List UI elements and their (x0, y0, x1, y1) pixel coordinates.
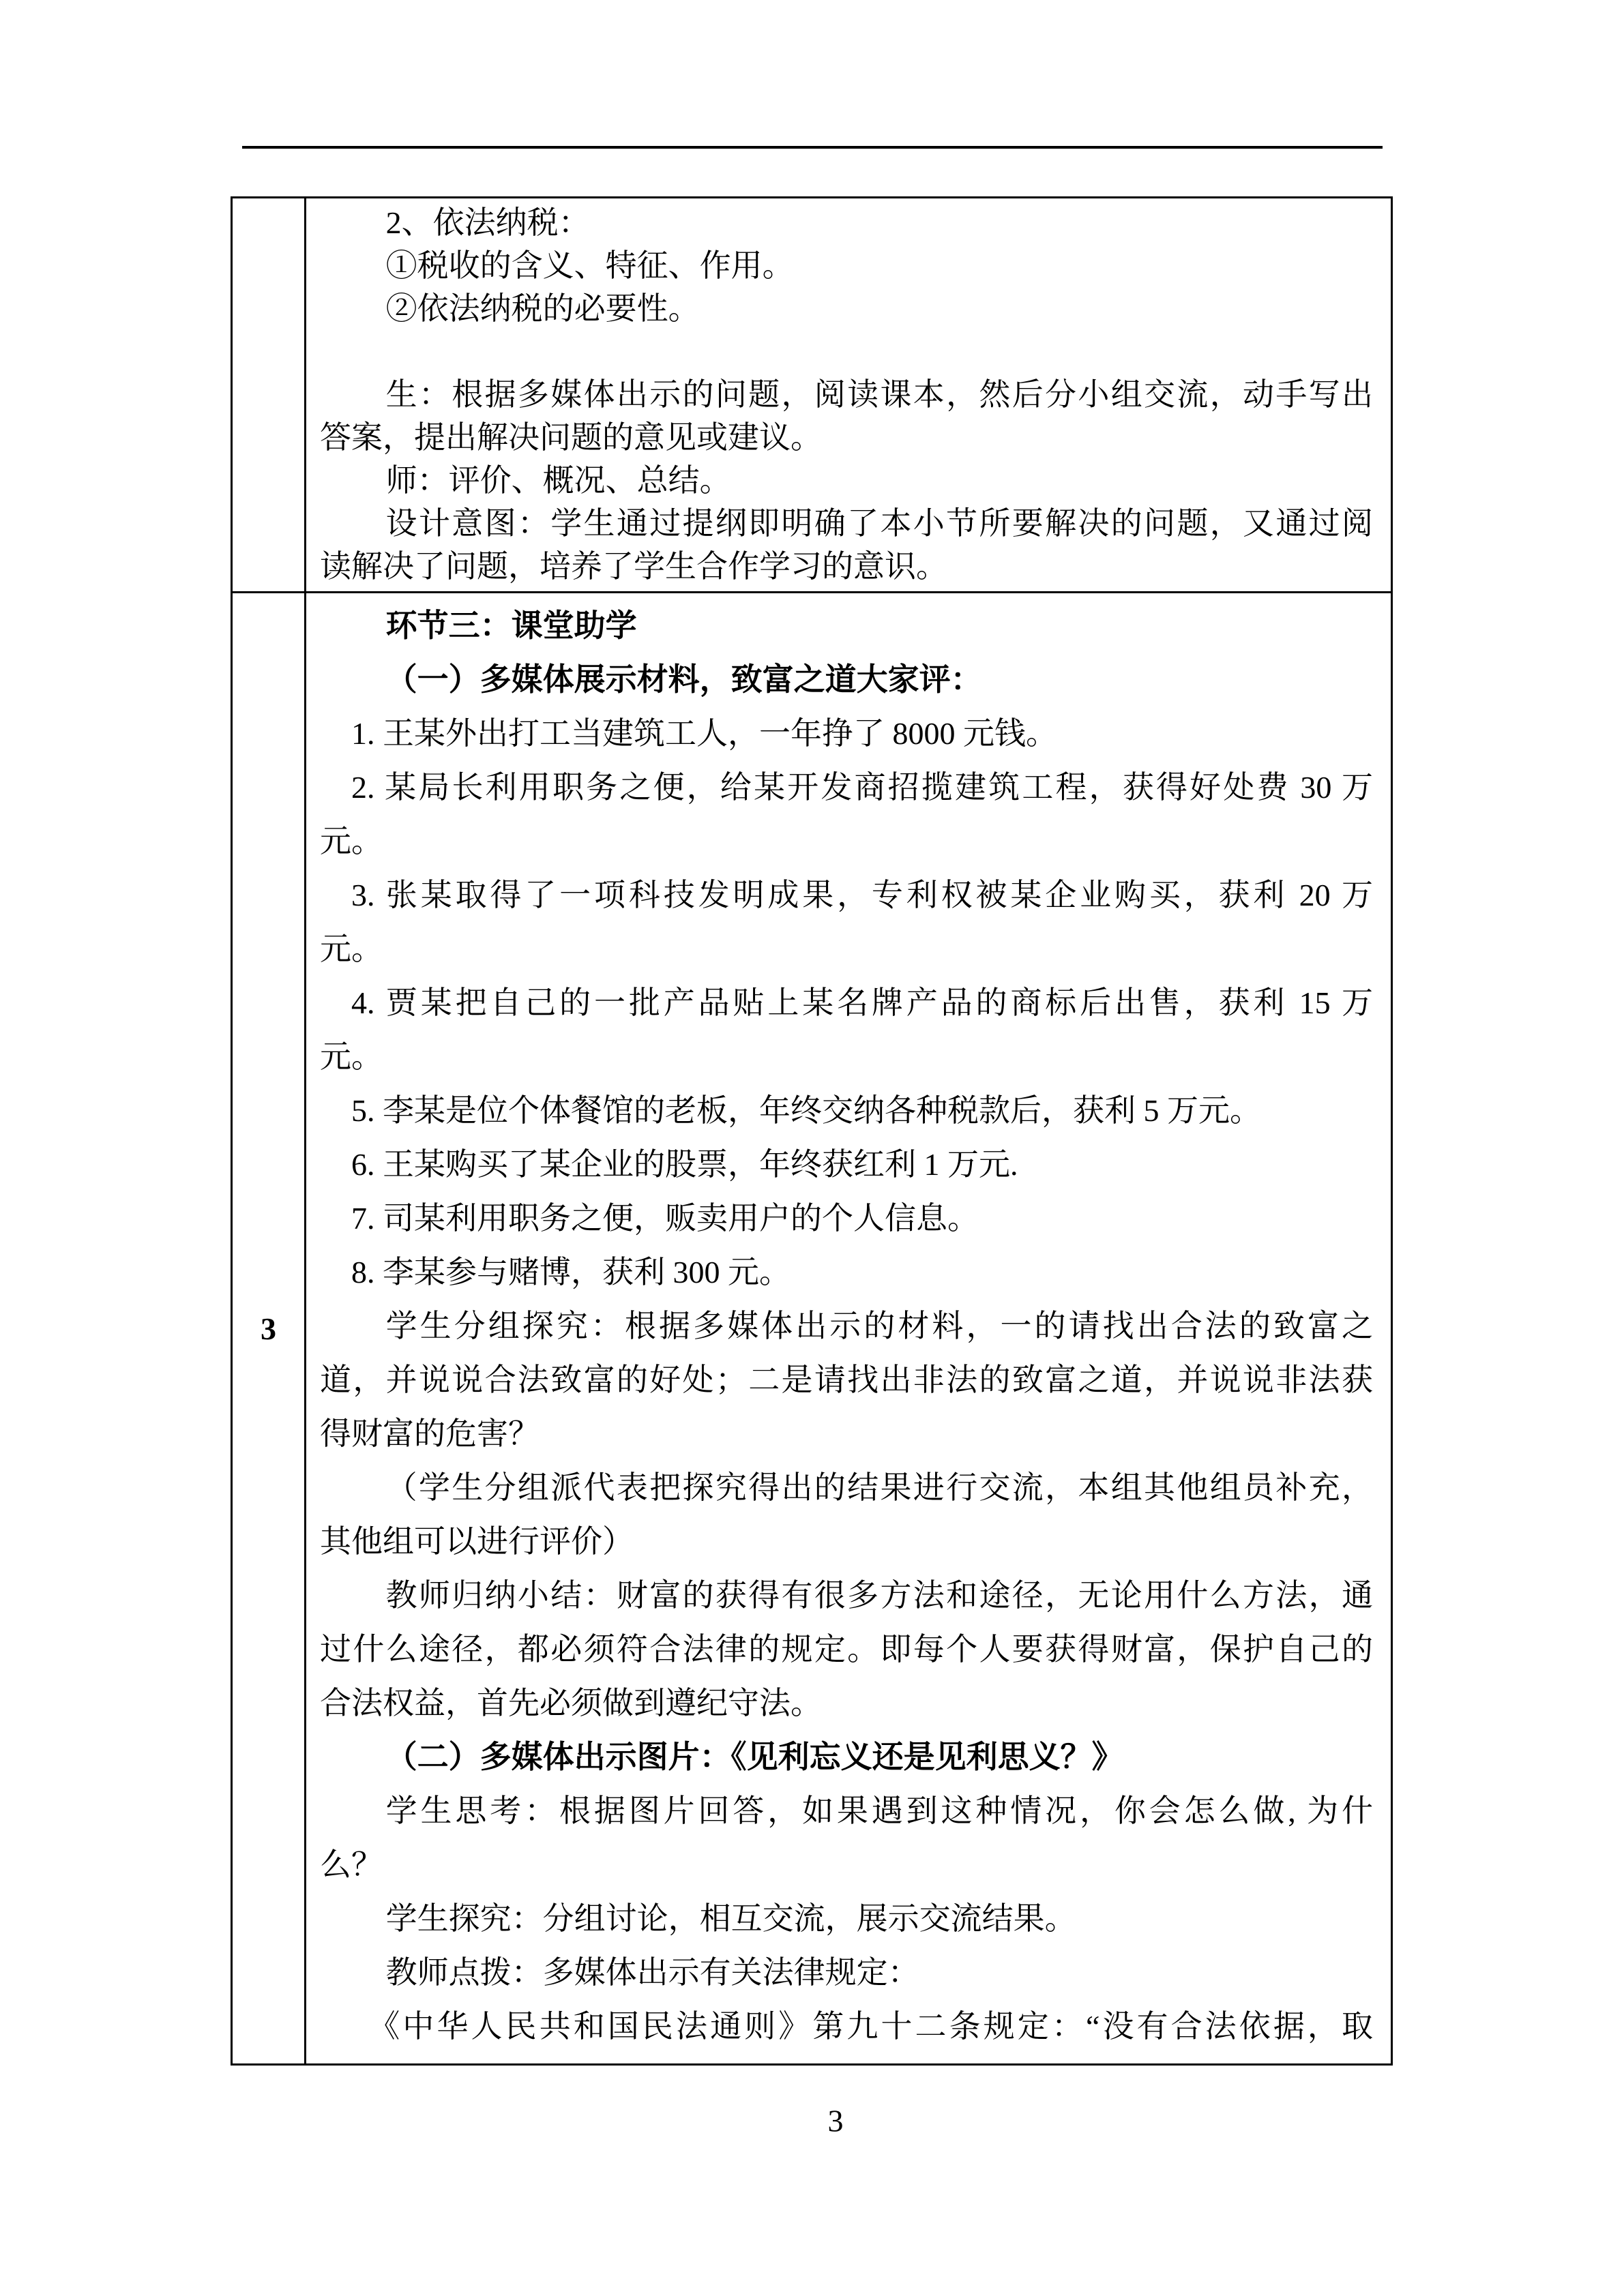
text-line: 合法权益，首先必须做到遵纪守法。 (320, 1686, 822, 1720)
text-line: 5. 李某是位个体餐馆的老板，年终交纳各种税款后，获利 5 万元。 (351, 1093, 1261, 1128)
text-line: （二）多媒体出示图片：《见利忘义还是见利思义？》 (385, 1739, 1123, 1774)
text-line: 元。 (320, 931, 383, 966)
text-line: 6. 王某购买了某企业的股票，年终获红利 1 万元. (351, 1147, 1018, 1182)
text-line: 4. 贾某把自己的一批产品贴上某名牌产品的商标后出售，获利 15 万 (351, 985, 1373, 1020)
text-line: 设计意图：学生通过提纲即明确了本小节所要解决的问题，又通过阅 (385, 506, 1373, 541)
text-line: 3. 张某取得了一项科技发明成果，专利权被某企业购买，获利 20 万 (351, 878, 1373, 912)
text-line: 2、依法纳税： (385, 205, 590, 240)
text-line (320, 330, 1373, 373)
header-rule (242, 146, 1383, 149)
text-line: ①税收的含义、特征、作用。 (385, 248, 794, 283)
text-line: 元。 (320, 1039, 383, 1074)
text-line: 8. 李某参与赌博，获利 300 元。 (351, 1255, 791, 1289)
page-number: 3 (827, 2103, 844, 2138)
text-line: 学生思考：根据图片回答，如果遇到这种情况，你会怎么做, 为什 (385, 1793, 1373, 1828)
text-line: 么？ (320, 1847, 383, 1882)
text-line: 教师归纳小结：财富的获得有很多方法和途径，无论用什么方法，通 (385, 1578, 1373, 1613)
text-line: 道，并说说合法致富的好处；二是请找出非法的致富之道，并说说非法获 (320, 1362, 1373, 1397)
text-line: 得财富的危害？ (320, 1416, 540, 1451)
text-line: 1. 王某外出打工当建筑工人，一年挣了 8000 元钱。 (351, 716, 1057, 751)
text-line: 答案，提出解决问题的意见或建议。 (320, 420, 822, 455)
text-line: 过什么途径，都必须符合法律的规定。即每个人要获得财富，保护自己的 (320, 1632, 1373, 1667)
text-line: （一）多媒体展示材料，致富之道大家评： (385, 661, 982, 697)
text-line: 2. 某局长利用职务之便，给某开发商招揽建筑工程，获得好处费 30 万 (351, 770, 1373, 805)
text-line: 其他组可以进行评价） (320, 1524, 634, 1559)
text-line: 学生分组探究：根据多媒体出示的材料，一的请找出合法的致富之 (385, 1309, 1373, 1343)
table-row (233, 198, 1391, 593)
stage-cell (233, 198, 306, 591)
text-line: 读解决了问题，培养了学生合作学习的意识。 (320, 549, 947, 584)
content-cell (306, 198, 1391, 591)
text-line: 学生探究：分组讨论，相互交流，展示交流结果。 (385, 1901, 1076, 1936)
lesson-plan-table (231, 196, 1393, 2066)
stage-number: 3 (261, 1311, 276, 1346)
text-line: 教师点拨：多媒体出示有关法律规定： (385, 1955, 919, 1990)
text-line: （学生分组派代表把探究得出的结果进行交流，本组其他组员补充， (385, 1470, 1373, 1505)
text-line: 环节三：课堂助学 (385, 608, 637, 643)
text-line: 元。 (320, 824, 383, 859)
text-line: 师：评价、概况、总结。 (385, 463, 731, 498)
table-row (233, 593, 1391, 2063)
text-line: 7. 司某利用职务之便，贩卖用户的个人信息。 (351, 1201, 979, 1236)
text-line: 生：根据多媒体出示的问题，阅读课本，然后分小组交流，动手写出 (385, 377, 1373, 412)
text-line: 《中华人民共和国民法通则》第九十二条规定：“没有合法依据，取 (368, 2009, 1373, 2044)
content-cell (306, 593, 1391, 2063)
stage-cell (233, 593, 306, 2063)
text-line: ②依法纳税的必要性。 (385, 291, 700, 326)
